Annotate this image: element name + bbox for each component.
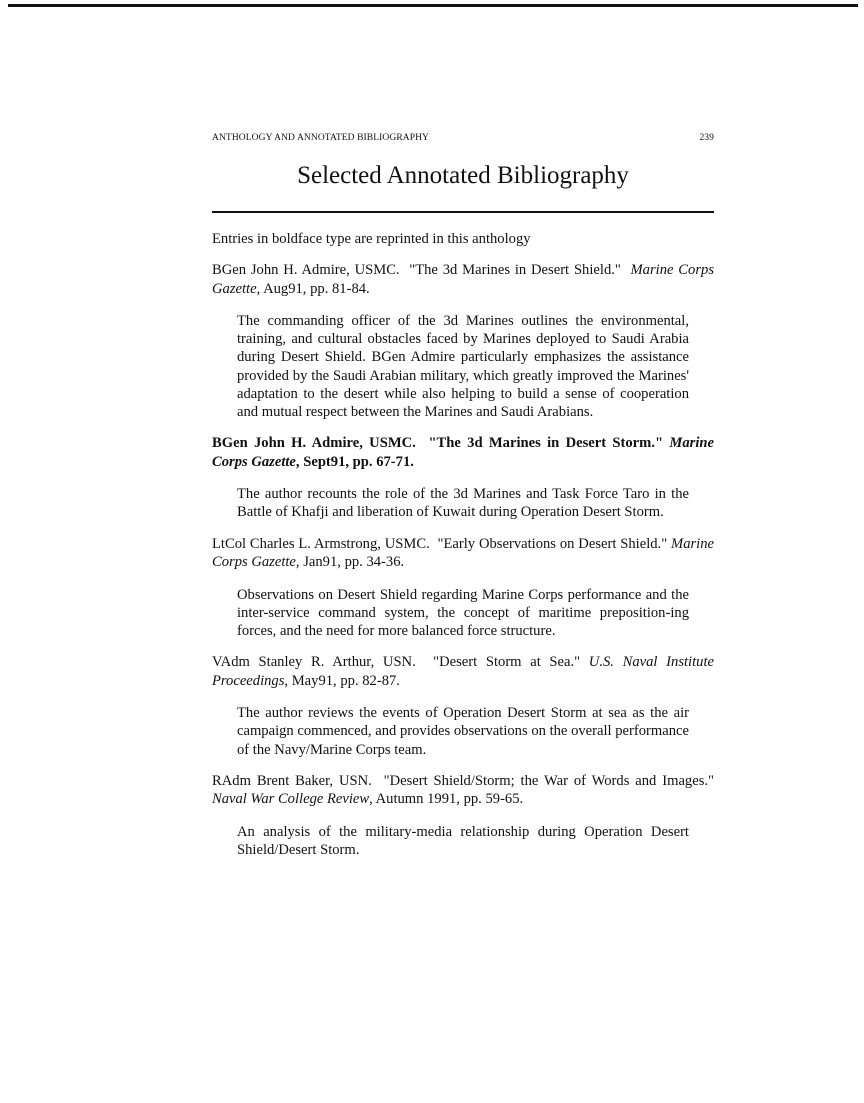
citation-publication: Marine Corps Gazette — [212, 262, 714, 297]
citation-author: BGen John H. Admire, USMC. — [212, 435, 416, 452]
citation-author: RAdm Brent Baker, USN. — [212, 772, 372, 789]
citation-author: VAdm Stanley R. Arthur, USN. — [212, 654, 416, 671]
citation — [212, 261, 714, 298]
title-rule — [212, 211, 714, 213]
citation-article-title: "The 3d Marines in Desert Shield." — [409, 262, 621, 278]
running-header-title: ANTHOLOGY AND ANNOTATED BIBLIOGRAPHY — [212, 133, 430, 143]
annotation: The author reviews the events of Operation Desert Storm at sea as the air campaign commenced, and provides observations on the overall performance of the Navy/Marine Corps team. — [237, 705, 689, 758]
citation-publication: Marine Corps Gazette — [212, 535, 715, 571]
citation-details: , Jan91, pp. 34-36. — [295, 554, 405, 571]
scan-edge-rule — [8, 4, 858, 7]
page-number: 239 — [699, 133, 714, 143]
boldface-note: Entries in boldface type are reprinted in this anthology — [212, 231, 531, 247]
citation — [212, 434, 714, 471]
bibliography-entry — [212, 653, 714, 759]
citation-details: , Sept91, pp. 67-71. — [295, 453, 414, 470]
annotation: The author recounts the role of the 3d Marines and Task Force Taro in the Battle of Khafji and liberation of Kuwait during Operation Desert Storm. — [237, 486, 689, 521]
citation — [212, 535, 714, 572]
citation — [212, 772, 714, 809]
running-header — [212, 133, 714, 147]
citation-details: , May91, pp. 82-87. — [284, 672, 400, 689]
citation-article-title: "The 3d Marines in Desert Storm." — [428, 435, 664, 452]
citation-article-title: "Desert Shield/Storm; the War of Words and Images." — [383, 772, 714, 789]
annotation: Observations on Desert Shield regarding Marine Corps performance and the inter-service command system, the concept of maritime preposition-ing forces, and the need for more balanced force structure. — [237, 586, 689, 640]
bibliography-entry — [212, 535, 714, 641]
citation-publication: Marine Corps Gazette — [212, 435, 715, 470]
citation-author: LtCol Charles L. Armstrong, USMC. — [212, 535, 430, 552]
citation-publication: Naval War College Review — [212, 791, 370, 808]
citation-details: , Autumn 1991, pp. 59-65. — [369, 791, 524, 808]
bibliography-entry — [212, 261, 714, 421]
citation-article-title: "Desert Storm at Sea." — [433, 654, 581, 671]
annotation: The commanding officer of the 3d Marines outlines the environmental, training, and cultural obstacles faced by Marines deployed to Saudi Arabia during Desert Shield. BGen Admire particularly emphasizes the assistance provided by the Saudi Arabian military, which greatly improved the Marines' adaptation to the desert while also helping to build a sense of cooperation and mutual respect between the Marines and Saudi Arabians. — [237, 313, 689, 421]
book-page — [212, 133, 714, 859]
citation-details: , Aug91, pp. 81-84. — [256, 280, 370, 297]
bibliography-entry-reprinted — [212, 434, 714, 521]
page-title: Selected Annotated Bibliography — [297, 162, 629, 189]
citation-publication: U.S. Naval Institute Proceedings — [212, 654, 714, 689]
bibliography-entry — [212, 772, 714, 859]
annotation: An analysis of the military-media relationship during Operation Desert Shield/Desert Storm. — [237, 823, 689, 859]
citation-author: BGen John H. Admire, USMC. — [212, 262, 400, 278]
citation — [212, 653, 714, 690]
citation-article-title: "Early Observations on Desert Shield." — [437, 535, 668, 552]
